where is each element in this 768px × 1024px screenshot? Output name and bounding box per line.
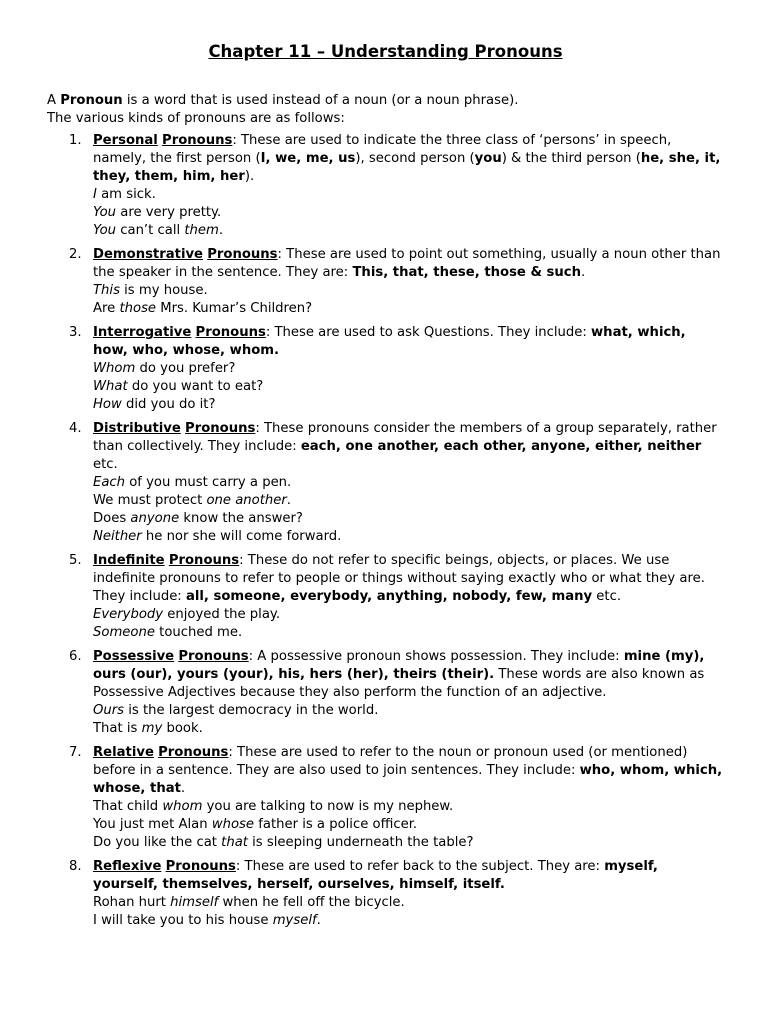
example-sentence: What do you want to eat?	[93, 379, 264, 394]
example-sentence: Do you like the cat that is sleeping underneath the table?	[93, 835, 474, 850]
list-item-interrogative-pronouns	[47, 324, 724, 414]
pronoun-examples: This, that, these, those & such	[352, 265, 581, 280]
intro-line-1	[47, 92, 724, 110]
intro-text: A	[47, 93, 61, 108]
page-title: Chapter 11 – Understanding Pronouns	[208, 42, 563, 61]
item-heading: Relative Pronouns	[93, 745, 229, 760]
list-item-reflexive-pronouns	[47, 858, 724, 930]
example-sentence: Someone touched me.	[93, 625, 243, 640]
item-description: ).	[244, 169, 255, 184]
list-item-distributive-pronouns	[47, 420, 724, 546]
example-sentence: Each of you must carry a pen.	[93, 475, 292, 490]
item-description: : These are used to point out something, usually a noun other than the speaker in the sentence. They are:	[93, 247, 721, 280]
item-number: 6.	[69, 649, 82, 664]
pronoun-examples: each, one another, each other, anyone, either, neither	[300, 439, 702, 454]
item-number: 2.	[69, 247, 82, 262]
example-sentence: Are those Mrs. Kumar’s Children?	[93, 301, 313, 316]
item-description: : These are used to indicate the three class of ‘persons’ in speech, namely, the first person (	[93, 133, 672, 166]
item-description-continued: They include: all, someone, everybody, anything, nobody, few, many etc.	[93, 589, 622, 604]
pronoun-examples: myself, yourself, themselves, herself, ourselves, himself, itself.	[93, 859, 658, 892]
pronoun-examples: what, which, how, who, whose, whom.	[93, 325, 686, 358]
list-item-possessive-pronouns	[47, 648, 724, 738]
example-sentence: Does anyone know the answer?	[93, 511, 303, 526]
item-description: .	[180, 781, 186, 796]
item-number: 4.	[69, 421, 82, 436]
example-sentence: That is my book.	[93, 721, 203, 736]
example-sentence: Whom do you prefer?	[93, 361, 236, 376]
example-sentence: Neither he nor she will come forward.	[93, 529, 342, 544]
pronoun-examples: I, we, me, us	[260, 151, 356, 166]
item-description: These words are also known as Possessive Adjectives because they also perform the function of an adjective.	[93, 667, 705, 700]
example-sentence: I am sick.	[93, 187, 156, 202]
example-sentence: Everybody enjoyed the play.	[93, 607, 281, 622]
example-sentence: We must protect one another.	[93, 493, 291, 508]
item-number: 3.	[69, 325, 82, 340]
item-number: 7.	[69, 745, 82, 760]
intro-term: Pronoun	[60, 93, 123, 108]
item-description: : These pronouns consider the members of a group separately, rather than collectively. They include:	[93, 421, 717, 454]
example-sentence: You can’t call them.	[93, 223, 224, 238]
item-heading: Interrogative Pronouns	[93, 325, 266, 340]
list-item-indefinite-pronouns	[47, 552, 724, 642]
item-number: 5.	[69, 553, 82, 568]
item-heading: Indefinite Pronouns	[93, 553, 240, 568]
example-sentence: I will take you to his house myself.	[93, 913, 321, 928]
example-sentence: You are very pretty.	[93, 205, 222, 220]
pronoun-examples: who, whom, which, whose, that	[93, 763, 723, 796]
item-heading: Possessive Pronouns	[93, 649, 249, 664]
intro-text: is a word that is used instead of a noun (or a noun phrase).	[122, 93, 519, 108]
pronoun-examples: mine (my), ours (our), yours (your), his, hers (her), theirs (their).	[93, 649, 705, 682]
item-number: 8.	[69, 859, 82, 874]
item-number: 1.	[69, 133, 82, 148]
pronoun-examples: you	[474, 151, 502, 166]
list-item-personal-pronouns	[47, 132, 724, 240]
example-sentence: This is my house.	[93, 283, 208, 298]
list-item-demonstrative-pronouns	[47, 246, 724, 318]
intro-line-2: The various kinds of pronouns are as follows:	[47, 111, 345, 126]
item-description: etc.	[93, 457, 118, 472]
pronoun-examples: he, she, it, they, them, him, her	[93, 151, 721, 184]
item-description: : These are used to ask Questions. They include:	[265, 325, 591, 340]
list-item-relative-pronouns	[47, 744, 724, 852]
example-sentence: Rohan hurt himself when he fell off the bicycle.	[93, 895, 405, 910]
item-description: : These are used to refer back to the subject. They are:	[235, 859, 605, 874]
example-sentence: Ours is the largest democracy in the world.	[93, 703, 379, 718]
item-heading: Distributive Pronouns	[93, 421, 256, 436]
item-description: .	[581, 265, 586, 280]
example-sentence: You just met Alan whose father is a police officer.	[93, 817, 418, 832]
pronoun-kinds-list	[47, 132, 724, 930]
item-description: : These are used to refer to the noun or pronoun used (or mentioned) before in a sentence. They are also used to join sentences. They include:	[93, 745, 688, 778]
item-description: ) & the third person (	[501, 151, 641, 166]
example-sentence: How did you do it?	[93, 397, 216, 412]
example-sentence: That child whom you are talking to now is my nephew.	[93, 799, 454, 814]
item-description: ), second person (	[355, 151, 475, 166]
item-heading: Personal Pronouns	[93, 133, 233, 148]
item-description: : A possessive pronoun shows possession. They include:	[248, 649, 624, 664]
item-description: : These do not refer to specific beings, objects, or places. We use indefinite pronouns to refer to people or things without saying exactly who or what they are.	[93, 553, 705, 586]
item-heading: Reflexive Pronouns	[93, 859, 236, 874]
item-heading: Demonstrative Pronouns	[93, 247, 278, 262]
